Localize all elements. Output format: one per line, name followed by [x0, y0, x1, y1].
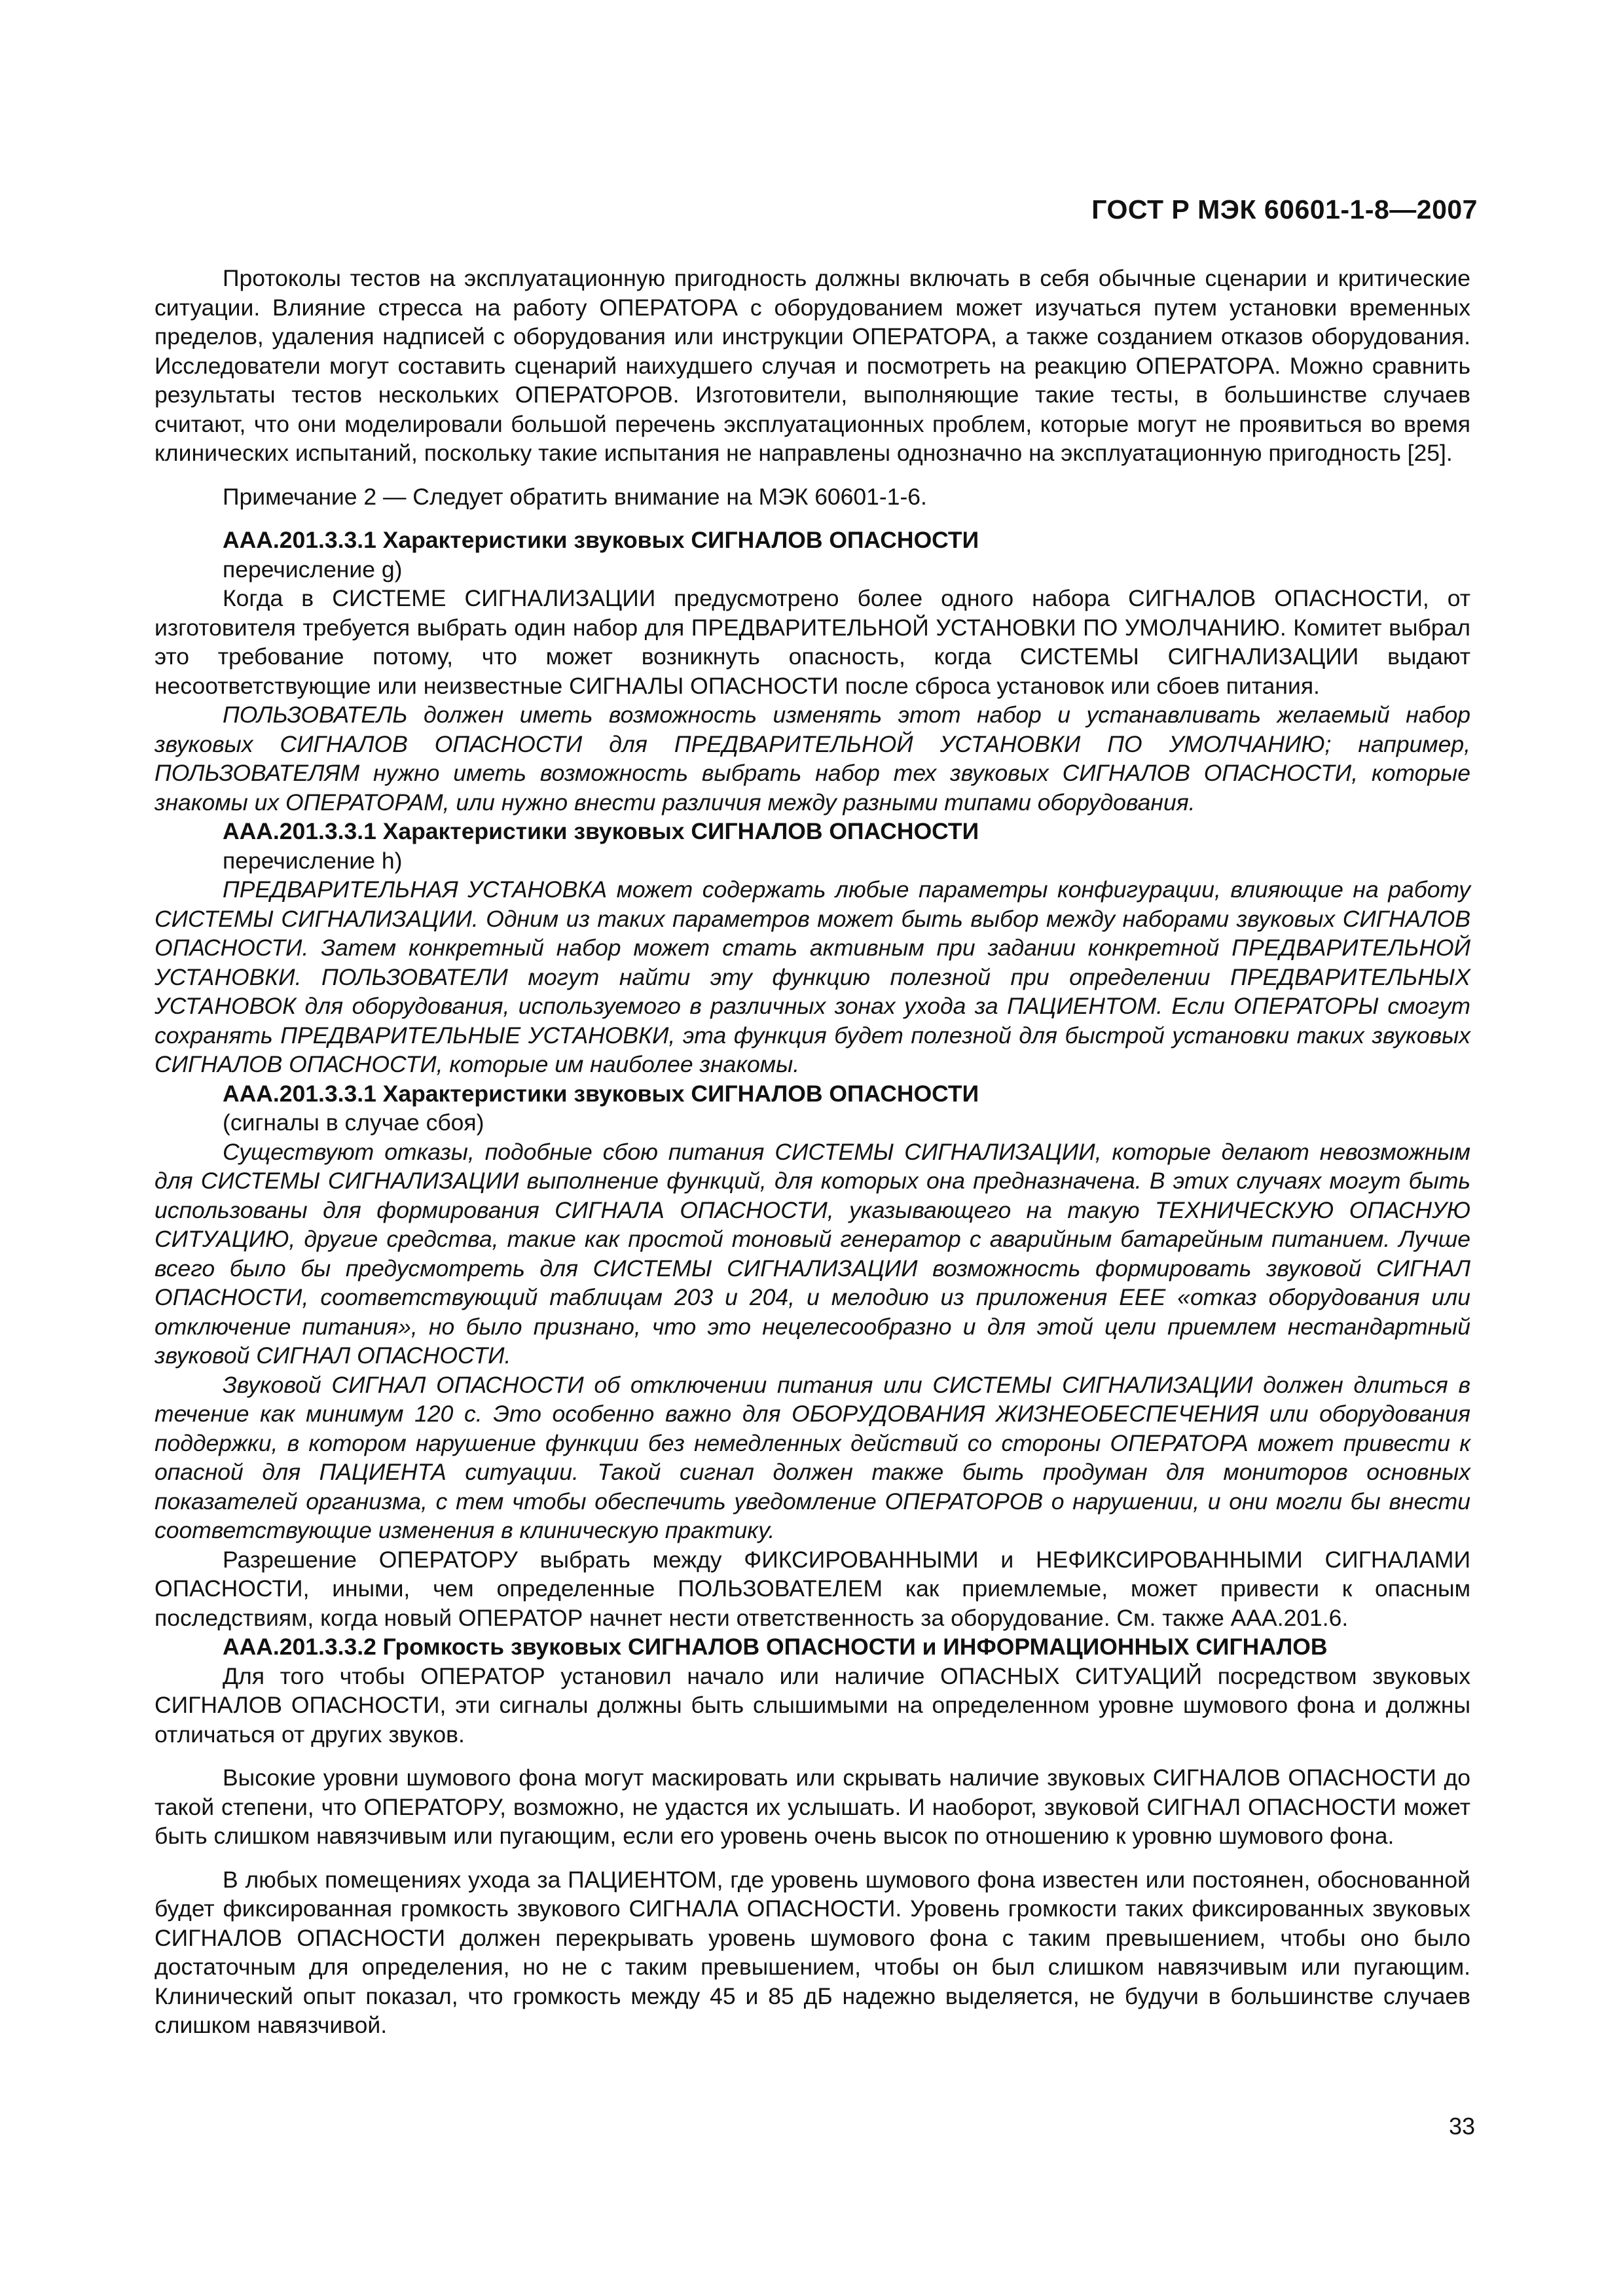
document-header: ГОСТ Р МЭК 60601-1-8—2007	[1091, 194, 1478, 224]
subsection-label: перечисление g)	[223, 556, 403, 583]
paragraph: Разрешение ОПЕРАТОРУ выбрать между ФИКСИРОВАННЫМИ и НЕФИКСИРОВАННЫМИ СИГНАЛАМИ ОПАСНОСТИ, иными, чем определенные ПОЛЬЗОВАТЕЛЕМ как приемлемые, может привести к опасным последствиям, когда новый ОПЕРАТОР начнет нести ответственность за оборудование. См. также ААА.201.6.	[155, 1546, 1470, 1631]
subsection-label: перечисление h)	[223, 847, 403, 874]
paragraph: Для того чтобы ОПЕРАТОР установил начало или наличие ОПАСНЫХ СИТУАЦИЙ посредством звуковых СИГНАЛОВ ОПАСНОСТИ, эти сигналы должны быть слышимыми на определенном уровне шумового фона и должны отличаться от других звуков.	[155, 1662, 1470, 1748]
paragraph: В любых помещениях ухода за ПАЦИЕНТОМ, где уровень шумового фона известен или постоянен, обоснованной будет фиксированная громкость звукового СИГНАЛА ОПАСНОСТИ. Уровень громкости таких фиксированных звуковых СИГНАЛОВ ОПАСНОСТИ должен перекрывать уровень шумового фона с таким превышением, чтобы оно было достаточным для определения, но не с таким превышением, чтобы он был слишком навязчивым или пугающим. Клинический опыт показал, что громкость между 45 и 85 дБ надежно выделяется, не будучи в большинстве случаев слишком навязчивой.	[155, 1866, 1470, 2038]
section-heading: ААА.201.3.3.1 Характеристики звуковых СИГНАЛОВ ОПАСНОСТИ	[223, 527, 979, 553]
paragraph: Высокие уровни шумового фона могут маскировать или скрывать наличие звуковых СИГНАЛОВ ОПАСНОСТИ до такой степени, что ОПЕРАТОРУ, возможно, не удастся их услышать. И наоборот, звуковой СИГНАЛ ОПАСНОСТИ может быть слишком навязчивым или пугающим, если его уровень очень высок по отношению к уровню шумового фона.	[155, 1765, 1470, 1849]
document-body	[155, 264, 1470, 2040]
section-heading: ААА.201.3.3.1 Характеристики звуковых СИГНАЛОВ ОПАСНОСТИ	[223, 818, 979, 844]
page-number: 33	[1448, 2113, 1475, 2140]
paragraph-italic: Существуют отказы, подобные сбою питания СИСТЕМЫ СИГНАЛИЗАЦИИ, которые делают невозможным для СИСТЕМЫ СИГНАЛИЗАЦИИ выполнение функций, для которых она предназначена. В этих случаях могут быть использованы для формирования СИГНАЛА ОПАСНОСТИ, указывающего на такую ТЕХНИЧЕСКУЮ ОПАСНУЮ СИТУАЦИЮ, другие средства, такие как простой тоновый генератор с аварийным батарейным питанием. Лучше всего было бы предусмотреть для СИСТЕМЫ СИГНАЛИЗАЦИИ возможность формировать звуковой СИГНАЛ ОПАСНОСТИ, соответствующий таблицам 203 и 204, и мелодию из приложения ЕЕЕ «отказ оборудования или отключение питания», но было признано, что это нецелесообразно и для этой цели приемлем нестандартный звуковой СИГНАЛ ОПАСНОСТИ.	[155, 1138, 1470, 1369]
paragraph: Протоколы тестов на эксплуатационную пригодность должны включать в себя обычные сценарии и критические ситуации. Влияние стресса на работу ОПЕРАТОРА с оборудованием может изучаться путем установки временных пределов, удаления надписей с оборудования или инструкции ОПЕРАТОРА, а также созданием отказов оборудования. Исследователи могут составить сценарий наихудшего случая и посмотреть на реакцию ОПЕРАТОРА. Можно сравнить результаты тестов нескольких ОПЕРАТОРОВ. Изготовители, выполняющие такие тесты, в большинстве случаев считают, что они моделировали большой перечень эксплуатационных проблем, которые могут не проявиться во время клинических испытаний, поскольку такие испытания не направлены однозначно на эксплуатационную пригодность [25].	[155, 265, 1470, 466]
section-heading: ААА.201.3.3.2 Громкость звуковых СИГНАЛОВ ОПАСНОСТИ и ИНФОРМАЦИОННЫХ СИГНАЛОВ	[223, 1634, 1328, 1660]
paragraph-italic: Звуковой СИГНАЛ ОПАСНОСТИ об отключении питания или СИСТЕМЫ СИГНАЛИЗАЦИИ должен длиться в течение как минимум 120 с. Это особенно важно для ОБОРУДОВАНИЯ ЖИЗНЕОБЕСПЕЧЕНИЯ или оборудования поддержки, в котором нарушение функции без немедленных действий со стороны ОПЕРАТОРА может привести к опасной для ПАЦИЕНТА ситуации. Такой сигнал должен также быть продуман для мониторов основных показателей организма, с тем чтобы обеспечить уведомление ОПЕРАТОРОВ о нарушении, и они могли бы внести соответствующие изменения в клиническую практику.	[155, 1371, 1470, 1543]
paragraph-italic: ПРЕДВАРИТЕЛЬНАЯ УСТАНОВКА может содержать любые параметры конфигурации, влияющие на работу СИСТЕМЫ СИГНАЛИЗАЦИИ. Одним из таких параметров может быть выбор между наборами звуковых СИГНАЛОВ ОПАСНОСТИ. Затем конкретный набор может стать активным при задании конкретной ПРЕДВАРИТЕЛЬНОЙ УСТАНОВКИ. ПОЛЬЗОВАТЕЛИ могут найти эту функцию полезной при определении ПРЕДВАРИТЕЛЬНЫХ УСТАНОВОК для оборудования, используемого в различных зонах ухода за ПАЦИЕНТОМ. Если ОПЕРАТОРЫ смогут сохранять ПРЕДВАРИТЕЛЬНЫЕ УСТАНОВКИ, эта функция будет полезной для быстрой установки таких звуковых СИГНАЛОВ ОПАСНОСТИ, которые им наиболее знакомы.	[155, 876, 1470, 1077]
paragraph: Когда в СИСТЕМЕ СИГНАЛИЗАЦИИ предусмотрено более одного набора СИГНАЛОВ ОПАСНОСТИ, от изготовителя требуется выбрать один набор для ПРЕДВАРИТЕЛЬНОЙ УСТАНОВКИ ПО УМОЛЧАНИЮ. Комитет выбрал это требование потому, что может возникнуть опасность, когда СИСТЕМЫ СИГНАЛИЗАЦИИ выдают несоответствующие или неизвестные СИГНАЛЫ ОПАСНОСТИ после сброса установок или сбоев питания.	[155, 585, 1470, 699]
subsection-label: (сигналы в случае сбоя)	[223, 1109, 484, 1136]
paragraph-italic: ПОЛЬЗОВАТЕЛЬ должен иметь возможность изменять этот набор и устанавливать желаемый набор звуковых СИГНАЛОВ ОПАСНОСТИ для ПРЕДВАРИТЕЛЬНОЙ УСТАНОВКИ ПО УМОЛЧАНИЮ; например, ПОЛЬЗОВАТЕЛЯМ нужно иметь возможность выбрать набор тех звуковых СИГНАЛОВ ОПАСНОСТИ, которые знакомы их ОПЕРАТОРАМ, или нужно внести различия между разными типами оборудования.	[155, 702, 1470, 816]
note: Примечание 2 — Следует обратить внимание на МЭК 60601-1-6.	[223, 483, 927, 510]
section-heading: ААА.201.3.3.1 Характеристики звуковых СИГНАЛОВ ОПАСНОСТИ	[223, 1080, 979, 1107]
